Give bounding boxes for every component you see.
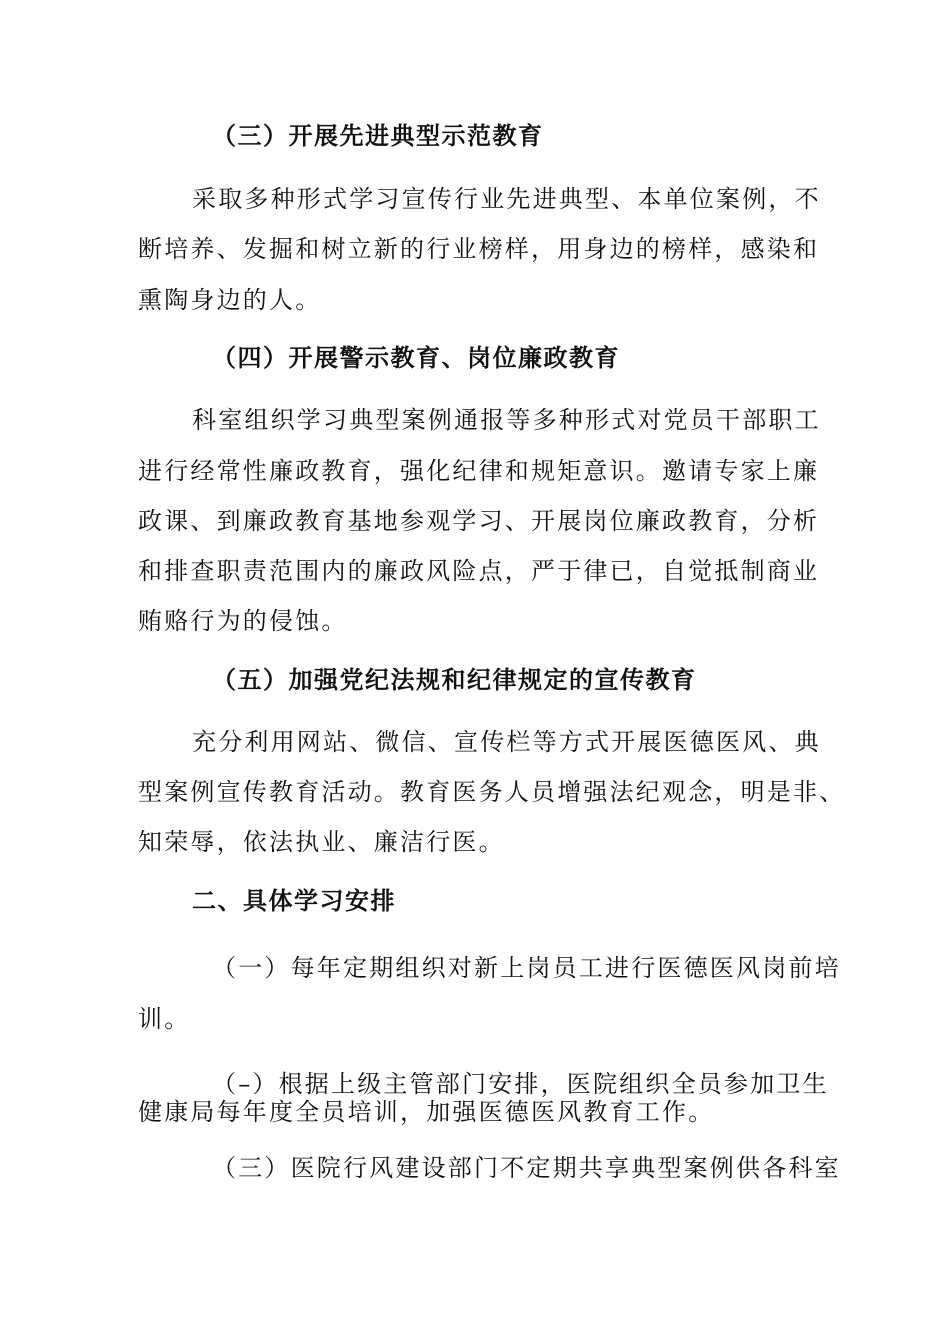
paragraph-line: 充分利用网站、微信、宣传栏等方式开展医德医风、典 <box>192 728 821 756</box>
paragraph-line: 科室组织学习典型案例通报等多种形式对党员干部职工 <box>192 406 821 434</box>
list-item-line: 健康局每年度全员培训，加强医德医风教育工作。 <box>138 1098 715 1126</box>
paragraph-line: 熏陶身边的人。 <box>138 286 322 314</box>
paragraph-line: 贿赂行为的侵蚀。 <box>138 607 348 635</box>
list-item-line: （三）医院行风建设部门不定期共享典型案例供各科室 <box>212 1154 841 1182</box>
section-heading-4: （四）开展警示教育、岗位廉政教育 <box>212 343 620 372</box>
paragraph-line: 政课、到廉政教育基地参观学习、开展岗位廉政教育，分析 <box>138 507 820 535</box>
section-2-heading: 二、具体学习安排 <box>192 886 396 915</box>
list-item-line: 训。 <box>138 1005 191 1033</box>
paragraph-line: 断培养、发掘和树立新的行业榜样，用身边的榜样，感染和 <box>138 235 820 263</box>
paragraph-line: 知荣辱，依法执业、廉洁行医。 <box>138 828 505 856</box>
paragraph-line: 型案例宣传教育活动。教育医务人员增强法纪观念，明是非、 <box>138 778 846 806</box>
section-heading-3: （三）开展先进典型示范教育 <box>212 121 544 150</box>
list-item-line: （–）根据上级主管部门安排，医院组织全员参加卫生 <box>212 1070 829 1098</box>
paragraph-line: 进行经常性廉政教育，强化纪律和规矩意识。邀请专家上廉 <box>138 457 820 485</box>
paragraph-line: 采取多种形式学习宣传行业先进典型、本单位案例，不 <box>192 185 821 213</box>
paragraph-line: 和排查职责范围内的廉政风险点，严于律已，自觉抵制商业 <box>138 557 820 585</box>
section-heading-5: （五）加强党纪法规和纪律规定的宣传教育 <box>212 665 697 694</box>
list-item-line: （一）每年定期组织对新上岗员工进行医德医风岗前培 <box>212 954 841 982</box>
